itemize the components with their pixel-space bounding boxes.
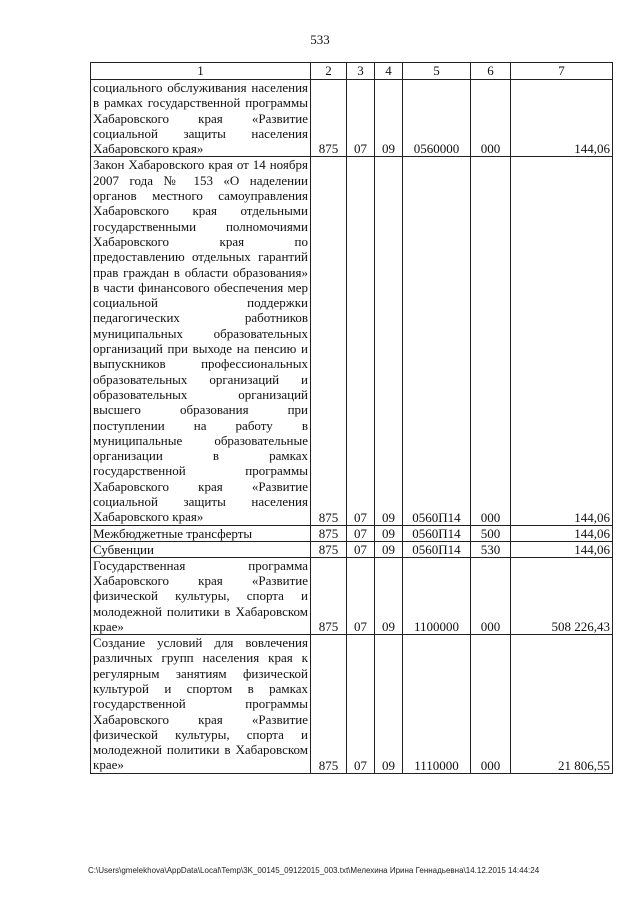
header-col-2: 2 [311,63,347,80]
row-col6: 530 [471,541,511,557]
row-col2: 875 [311,635,347,774]
row-amount: 508 226,43 [511,557,613,634]
row-col2: 875 [311,541,347,557]
row-col2: 875 [311,557,347,634]
row-col4: 09 [375,557,403,634]
row-col5: 0560П14 [403,157,471,525]
row-name: Субвенции [91,541,311,557]
table-row [91,157,613,525]
row-col3: 07 [347,557,375,634]
row-col4: 09 [375,635,403,774]
page-number: 533 [310,32,330,47]
budget-table [90,62,613,774]
row-name: социального обслуживания населения в рамках государственной программы Хабаровского края «Развитие социальной защиты населения Хабаровского края» [91,80,311,157]
row-col5: 1110000 [403,635,471,774]
row-col6: 000 [471,157,511,525]
row-amount: 144,06 [511,80,613,157]
row-col2: 875 [311,525,347,541]
row-col6: 000 [471,635,511,774]
row-col6: 500 [471,525,511,541]
row-col3: 07 [347,157,375,525]
row-col5: 0560П14 [403,525,471,541]
row-col5: 0560П14 [403,541,471,557]
row-col4: 09 [375,541,403,557]
header-col-3: 3 [347,63,375,80]
row-col6: 000 [471,80,511,157]
row-amount: 144,06 [511,525,613,541]
row-col6: 000 [471,557,511,634]
row-col4: 09 [375,80,403,157]
header-col-1: 1 [91,63,311,80]
table-row [91,80,613,157]
table-header-row [91,63,613,80]
row-col3: 07 [347,80,375,157]
file-path-footer: C:\Users\gmelekhova\AppData\Local\Temp\3K_00145_09122015_003.txt\Мелехина Ирина Геннадьевна\14.12.2015 14:44:24 [88,866,540,875]
row-name: Закон Хабаровского края от 14 ноября 2007 года № 153 «О наделении органов местного самоуправления Хабаровского края отдельными государственными полномочиями Хабаровского края по предоставлению отдельных гарантий прав граждан в области образования» в части финансового обеспечения мер социальной поддержки педагогических работников муниципальных образовательных организаций при выходе на пенсию и выпускников профессиональных образовательных организаций и образовательных организаций высшего образования при поступлении на работу в муниципальные образовательные организации в рамках государственной программы Хабаровского края «Развитие социальной защиты населения Хабаровского края» [91,157,311,525]
row-col4: 09 [375,157,403,525]
row-col3: 07 [347,635,375,774]
row-name: Создание условий для вовлечения различных групп населения края к регулярным занятиям физической культурой и спортом в рамках государственной программы Хабаровского края «Развитие физической культуры, спорта и молодежной политики в Хабаровском крае» [91,635,311,774]
row-col5: 1100000 [403,557,471,634]
row-col3: 07 [347,525,375,541]
table-row [91,541,613,557]
row-col3: 07 [347,541,375,557]
header-col-4: 4 [375,63,403,80]
table-row [91,635,613,774]
row-name: Межбюджетные трансферты [91,525,311,541]
header-col-7: 7 [511,63,613,80]
header-col-5: 5 [403,63,471,80]
row-name: Государственная программа Хабаровского края «Развитие физической культуры, спорта и молодежной политики в Хабаровском крае» [91,557,311,634]
row-col5: 0560000 [403,80,471,157]
table-row [91,557,613,634]
header-col-6: 6 [471,63,511,80]
row-amount: 144,06 [511,157,613,525]
row-col2: 875 [311,157,347,525]
row-col4: 09 [375,525,403,541]
row-amount: 21 806,55 [511,635,613,774]
table-row [91,525,613,541]
row-col2: 875 [311,80,347,157]
row-amount: 144,06 [511,541,613,557]
